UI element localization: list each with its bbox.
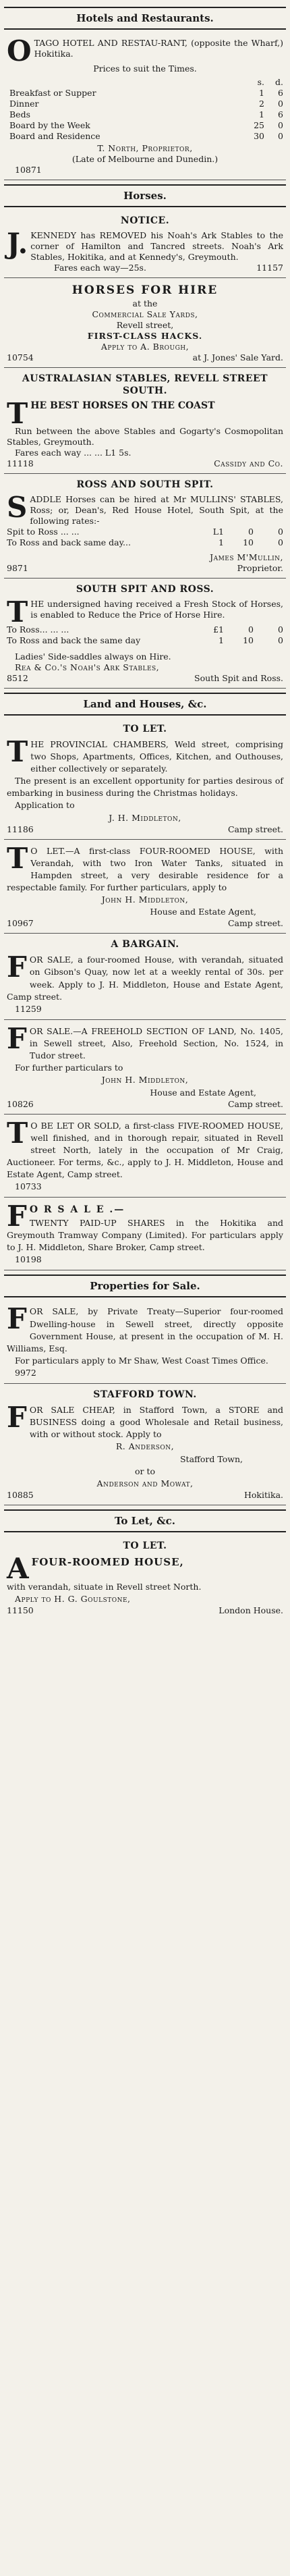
drop-cap: T (7, 734, 28, 768)
ad-title: HORSES FOR HIRE (71, 284, 219, 298)
drop-cap: T (7, 841, 28, 875)
rate-row: To Ross and back same day... 1 10 0 (7, 537, 283, 547)
ad-otago-hotel (4, 32, 286, 180)
drop-cap: T (7, 595, 28, 628)
ad-footer: 11186 Camp street. (7, 824, 283, 834)
rate-row: To Ross and back the same day 1 10 0 (7, 635, 283, 645)
ad-footer: 11118 Cassidy and Co. (7, 458, 283, 468)
ad-bargain (4, 934, 286, 1020)
ad-let-or-sold (4, 1115, 286, 1198)
ad-ross-south-spit: ROSS AND SOUTH SPIT. S ADDLE Horses can be hired at Mr MULLINS' STABLES, Ross; or, Dean's, Red House Hotel, South Spit, at the following rates:- Spit to Ross ... ... L1 0 0 To Ross and back same day... 1 10 0 James M'Mullin, 9871 Proprietor. (4, 474, 286, 579)
ad-body: TWENTY PAID-UP SHARES in the Hokitika and Greymouth Tramway Company (Limited). For particulars apply to J. H. Middleton, Share Broker, Camp street. (7, 1217, 283, 1252)
ad-heading: SOUTH SPIT AND ROSS. (76, 583, 214, 595)
ad-body: OR SALE, by Private Treaty—Superior four-roomed Dwelling-house in Sewell street, directly opposite Government House, at present in the occupation of M. H. Williams, Esq. (7, 1306, 283, 1353)
ad-body: with verandah, situate in Revell street North. (7, 1582, 202, 1592)
ad-body: KENNEDY has REMOVED his Noah's Ark Stables to the corner of Hamilton and Tancred streets. Noah's Ark Stables, Hokitika, and at Kennedy's, Greymouth. (30, 230, 283, 263)
section-heading-land: Land and Houses, &c. (4, 693, 286, 716)
price-row: Board by the Week 25 0 (9, 120, 283, 131)
ad-heading: ROSS AND SOUTH SPIT. (76, 479, 214, 490)
drop-cap: F (7, 1302, 27, 1336)
ad-body: ADDLE Horses can be hired at Mr MULLINS' STABLES, Ross; or, Dean's, Red House Hotel, South Spit, at the following rates:- (30, 493, 283, 526)
ad-goulstone-house: TO LET. A FOUR-ROOMED HOUSE, with verandah, situate in Revell street North. Apply to H. G. Goulstone, 11150 London House. (7, 1540, 283, 1616)
ad-body: O LET.—A first-class FOUR-ROOMED HOUSE, with Verandah, with two Iron Water Tanks, situated in Hampden street, a very desirable residence for a respectable family. For further particulars, apply to (7, 845, 283, 892)
drop-cap: F (7, 1021, 27, 1055)
drop-cap: S (7, 490, 28, 524)
price-header: s. d. (257, 77, 283, 88)
drop-cap: J. (7, 227, 28, 261)
ad-reference-number: 10733 (15, 1181, 42, 1192)
proprietor: T. North, Proprietor, (97, 143, 193, 154)
rate-row: To Ross... ... ... £1 0 0 (7, 624, 283, 635)
price-row: Beds 1 6 (9, 109, 283, 120)
ad-footer: 10754 at J. Jones' Sale Yard. (7, 352, 283, 363)
drop-cap: F (7, 950, 27, 984)
newspaper-column (4, 0, 286, 1620)
ad-reference-number: 10198 (15, 1254, 42, 1265)
ad-body: OR SALE CHEAP, in Stafford Town, a STORE and BUSINESS doing a good Wholesale and Retail business, with or without stock. Apply to (29, 1405, 283, 1440)
ad-footer: 10826 Camp street. (7, 1098, 283, 1109)
ad-heading: TO LET. (123, 723, 167, 734)
ad-footer: 8512 South Spit and Ross. (7, 672, 283, 683)
drop-cap: F (7, 1200, 27, 1233)
ad-title: O R S A L E .— (29, 1204, 125, 1216)
ad-freehold-section: F OR SALE.—A FREEHOLD SECTION OF LAND, No. 1405, in Sewell street, Also, Freehold Section, No. 1524, in Tudor street. For further particulars to John H. Middleton, House and Estate Agent, 10826 Camp street. (4, 1020, 286, 1115)
ad-reference-number: 10871 (15, 165, 42, 176)
ad-reference-number: 11259 (15, 1003, 42, 1014)
ad-body: HE PROVINCIAL CHAMBERS, Weld street, comprising two Shops, Apartments, Offices, Kitchen, and Outhouses, either collectively or separately. (30, 739, 283, 774)
ad-body: OR SALE.—A FREEHOLD SECTION OF LAND, No. 1405, in Sewell street, Also, Freehold Section, No. 1524, in Tudor street. (29, 1025, 283, 1061)
rate-row: Spit to Ross ... ... L1 0 0 (7, 526, 283, 537)
ad-footer: 11150 London House. (7, 1605, 283, 1616)
section-heading-to-let: To Let, &c. (4, 1509, 286, 1532)
ad-body: Run between the above Stables and Gogarty's Cosmopolitan Stables, Greymouth. (7, 425, 283, 447)
price-row: Board and Residence 30 0 (9, 131, 283, 142)
drop-cap: A (7, 1552, 29, 1586)
ad-heading: TO LET. (123, 1540, 167, 1552)
price-row: Breakfast or Supper 1 6 (9, 88, 283, 99)
ad-body: OR SALE, a four-roomed House, with verandah, situated on Gibson's Quay, now let at a weekly rental of 30s. per week. Apply to J. H. Middleton, House and Estate Agent, Camp street. (7, 955, 283, 1002)
ad-four-roomed-house: T O LET.—A first-class FOUR-ROOMED HOUSE, with Verandah, with two Iron Water Tanks, situated in Hampden street, a very desirable residence for a respectable family. For further particulars, apply to John H. Middleton, House and Estate Agent, 10967 Camp street. (4, 840, 286, 934)
drop-cap: O (7, 34, 32, 68)
ad-title: TAGO HOTEL AND RESTAU-RANT, (opposite the Wharf,) Hokitika. (34, 38, 283, 59)
ad-australasian-stables: AUSTRALASIAN STABLES, REVELL STREET SOUTH. T HE BEST HORSES ON THE COAST Run between the above Stables and Gogarty's Cosmopolitan Stables, Greymouth. Fares each way ... ... L1 5s. 11118 Cassidy and Co. (4, 368, 286, 474)
ad-footer: 10885 Hokitika. (7, 1489, 283, 1500)
section-heading-hotels: Hotels and Restaurants. (4, 7, 286, 30)
ad-heading: NOTICE. (120, 215, 170, 227)
ad-reference-number: 9972 (15, 1368, 36, 1378)
ad-horses-for-hire: HORSES FOR HIRE at the Commercial Sale Yards, Revell street, FIRST-CLASS HACKS. Apply to A. Brough, 10754 at J. Jones' Sale Yard. (4, 278, 286, 368)
ad-stafford-town: STAFFORD TOWN. F OR SALE CHEAP, in Stafford Town, a STORE and BUSINESS doing a good Wholesale and Retail business, with or without stock. Apply to R. Anderson, Stafford Town, or to Anderson and Mowat, 10885 Hokitika. (4, 1384, 286, 1505)
price-row: Dinner 2 0 (9, 99, 283, 109)
drop-cap: F (7, 1401, 27, 1434)
ad-south-spit-ross: SOUTH SPIT AND ROSS. T HE undersigned having received a Fresh Stock of Horses, is enabled to Reduce the Price of Horse Hire. To Ross... ... ... £1 0 0 To Ross and back the same day 1 10 0 Ladies' Side-saddles always on Hire. Rea & Co.'s Noah's Ark Stables, 8512 South Spit and Ross. (4, 579, 286, 689)
ad-title: HE BEST HORSES ON THE COAST (30, 400, 215, 411)
ad-provincial-chambers: TO LET. T HE PROVINCIAL CHAMBERS, Weld street, comprising two Shops, Apartments, Offices, Kitchen, and Outhouses, either collectively or separately. The present is an excellent opportunity for parties desirous of embarking in business during the Christmas holidays. Application to J. H. Middleton, 11186 Camp street. (4, 718, 286, 840)
drop-cap: T (7, 396, 28, 430)
ad-heading: A BARGAIN. (111, 939, 179, 950)
ad-footer: 9871 Proprietor. (7, 562, 283, 573)
ad-body: HE undersigned having received a Fresh Stock of Horses, is enabled to Reduce the Price of Horse Hire. (30, 598, 283, 620)
proprietor-note: (Late of Melbourne and Dunedin.) (71, 154, 219, 165)
ad-title: FOUR-ROOMED HOUSE, (31, 1556, 184, 1569)
price-table (9, 77, 283, 142)
ad-subtitle: Prices to suit the Times. (93, 63, 197, 74)
ad-kennedy-notice (4, 210, 286, 278)
ad-shares-for-sale (4, 1198, 286, 1270)
drop-cap: T (7, 1116, 28, 1150)
ad-heading: STAFFORD TOWN. (93, 1389, 197, 1401)
ad-footer: 10967 Camp street. (7, 918, 283, 929)
section-heading-horses: Horses. (4, 184, 286, 207)
ad-heading: AUSTRALASIAN STABLES, REVELL STREET SOUTH. (22, 373, 268, 396)
ad-private-treaty: F OR SALE, by Private Treaty—Superior four-roomed Dwelling-house in Sewell street, directly opposite Government House, at present in the occupation of M. H. Williams, Esq. For particulars apply to Mr Shaw, West Coast Times Office. 9972 (4, 1300, 286, 1384)
ad-footer: Fares each way—25s. 11157 (54, 263, 283, 273)
ad-body: O BE LET OR SOLD, a first-class FIVE-ROOMED HOUSE, well finished, and in thorough repair, situated in Revell street North, lately in the occupation of Mr Craig, Auctioneer. For terms, &c., apply to J. H. Middleton, House and Estate Agent, Camp street. (7, 1120, 283, 1180)
section-heading-properties: Properties for Sale. (4, 1274, 286, 1297)
